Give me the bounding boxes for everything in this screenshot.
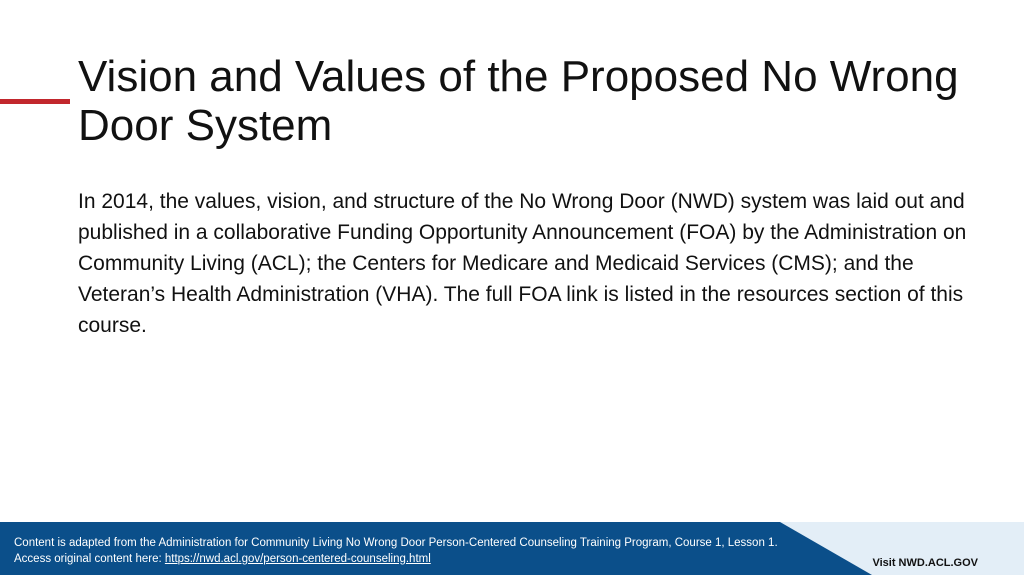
footer-access-prefix: Access original content here: [14,553,165,565]
footer-access-line [14,551,778,567]
original-content-link[interactable]: https://nwd.acl.gov/person-centered-counseling.html [164,553,431,565]
slide-title: Vision and Values of the Proposed No Wrong Door System [78,52,959,150]
footer-attribution-line: Content is adapted from the Administration for Community Living No Wrong Door Person-Centered Counseling Training Program, Course 1, Lesson 1. [14,537,778,549]
visit-site-label: Visit NWD.ACL.GOV [872,557,978,569]
footer-attribution [14,535,778,567]
title-accent-line [0,99,70,104]
slide-body-text: In 2014, the values, vision, and structure of the No Wrong Door (NWD) system was laid out and published in a collaborative Funding Opportunity Announcement (FOA) by the Administration on Community Living (ACL); the Centers for Medicare and Medicaid Services (CMS); and the Veteran’s Health Administration (VHA). The full FOA link is listed in the resources section of this course. [78,190,967,337]
footer-banner [0,522,1024,575]
